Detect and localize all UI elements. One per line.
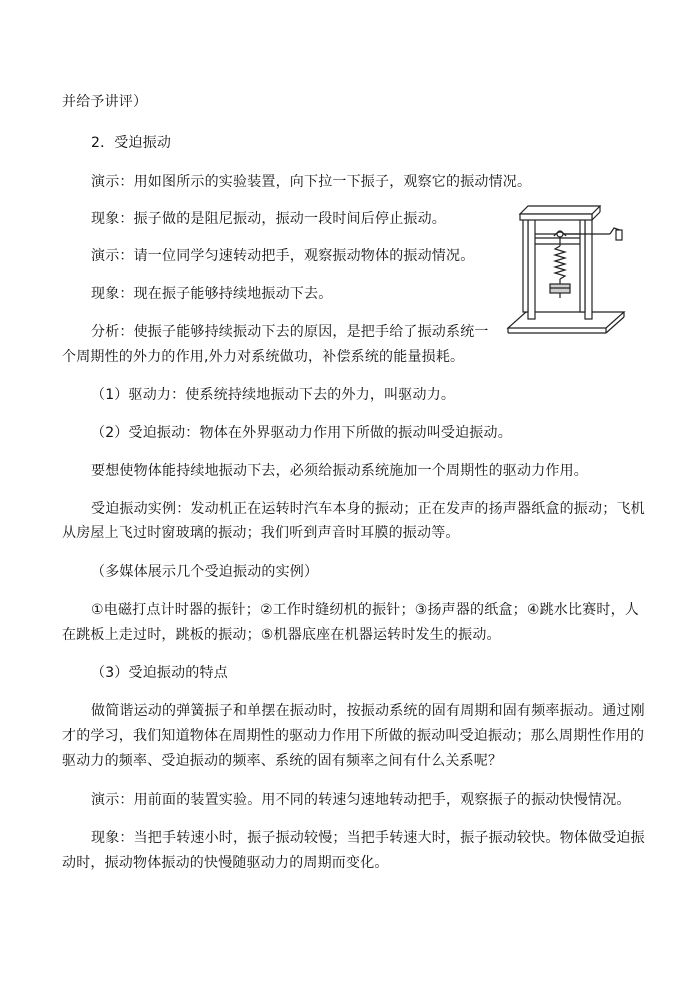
section-heading: 2．受迫振动 xyxy=(91,135,172,151)
text-line: 才的学习，我们知道物体在周期性的驱动力作用下所做的振动叫受迫振动；那么周期性作用的 xyxy=(62,728,645,744)
text-line: 从房屋上飞过时窗玻璃的振动；我们听到声音时耳膜的振动等。 xyxy=(62,525,460,541)
text-line: 并给予讲评） xyxy=(62,94,148,110)
text-line: 现象：振子做的是阻尼振动，振动一段时间后停止振动。 xyxy=(91,211,446,227)
forced-vibration-apparatus-icon xyxy=(504,200,632,340)
text-line: 动时，振动物体振动的快慢随驱动力的周期而变化。 xyxy=(62,855,389,871)
text-line: ①电磁打点计时器的振针；②工作时缝纫机的振针；③扬声器的纸盒；④跳水比赛时，人 xyxy=(91,602,640,618)
list-item: （2）受迫振动：物体在外界驱动力作用下所做的振动叫受迫振动。 xyxy=(91,425,512,441)
list-item: （1）驱动力：使系统持续地振动下去的外力，叫驱动力。 xyxy=(91,387,456,403)
text-line: 现象：现在振子能够持续地振动下去。 xyxy=(91,286,333,302)
text-line: 在跳板上走过时，跳板的振动；⑤机器底座在机器运转时发生的振动。 xyxy=(62,627,501,643)
text-line: 分析：使振子能够持续振动下去的原因，是把手给了振动系统一 xyxy=(91,324,489,340)
text-line: 演示：用前面的装置实验。用不同的转速匀速地转动把手，观察振子的振动快慢情况。 xyxy=(91,792,631,808)
text-line: （多媒体展示几个受迫振动的实例） xyxy=(91,564,319,580)
text-line: 做简谐运动的弹簧振子和单摆在振动时，按振动系统的固有周期和固有频率振动。通过刚 xyxy=(91,703,645,719)
text-line: 演示：用如图所示的实验装置，向下拉一下振子，观察它的振动情况。 xyxy=(91,174,532,190)
text-line: 演示：请一位同学匀速转动把手，观察振动物体的振动情况。 xyxy=(91,248,475,264)
text-line: 受迫振动实例：发动机正在运转时汽车本身的振动；正在发声的扬声器纸盒的振动；飞机 xyxy=(91,501,645,517)
text-line: 个周期性的外力的作用,外力对系统做功，补偿系统的能量损耗。 xyxy=(62,349,465,365)
text-line: 要想使物体能持续地振动下去，必须给振动系统施加一个周期性的驱动力作用。 xyxy=(91,463,588,479)
text-line: 驱动力的频率、受迫振动的频率、系统的固有频率之间有什么关系呢？ xyxy=(62,753,503,769)
section-heading: （3）受迫振动的特点 xyxy=(91,665,228,681)
text-line: 现象：当把手转速小时，振子振动较慢；当把手转速大时，振子振动较快。物体做受迫振 xyxy=(91,830,645,846)
